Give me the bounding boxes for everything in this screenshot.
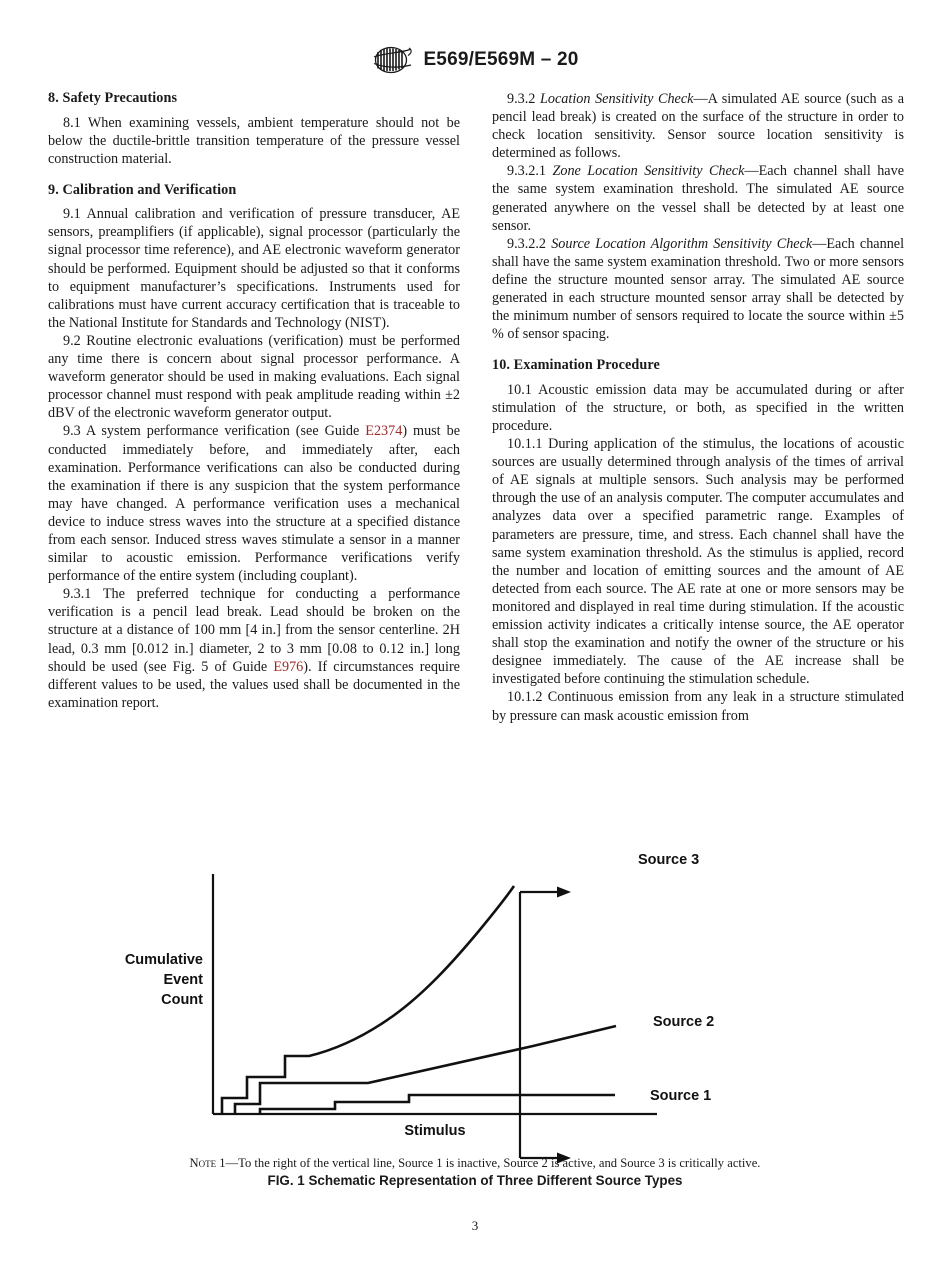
paragraph-10-1: 10.1 Acoustic emission data may be accumulated during or after stimulation of the structure, or both, as specified in the written procedure. (492, 381, 904, 434)
chart-x-axis-label: Stimulus (404, 1123, 466, 1139)
figure-1 (0, 836, 950, 1176)
paragraph-9-3-2-body: —A simulated AE source (such as a pencil lead break) is created on the surface of the structure in order to check location sensitivity. Sensor source location sensitivity is determined as follows. (492, 91, 904, 162)
chart-series-source-1 (260, 1095, 615, 1114)
paragraph-9-3-2-1-number: 9.3.2.1 (507, 163, 553, 180)
page-header (0, 40, 950, 80)
paragraph-9-3-text-a: 9.3 A system performance verification (see Guide (63, 423, 366, 440)
heading-section-10: 10. Examination Procedure (492, 357, 660, 374)
paragraph-9-3-text-b: ) must be conducted immediately before, and immediately after, each examination. Performance verifications can also be conducted during the examination if there is any suspicion that the system performance may have changed. A performance verification uses a mechanical device to induce stress waves into the structure at a specified distance from each sensor. Induced stress waves stimulate a sensor in a manner similar to acoustic emission. Performance verifications verify performance of the entire system (including couplant). (48, 423, 460, 585)
paragraph-9-3-1-text-a: 9.3.1 The preferred technique for conducting a performance verification is a pencil lead break. Lead should be broken on the structure at a distance of 100 mm [4 in.] from the sensor centerline. 2H lead, 0.3 mm [0.012 in.] diameter, 2 to 3 mm [0.08 to 0.12 in.] long should be used (see Fig. 5 of Guide (48, 586, 460, 675)
chart-y-axis-label-line2: Event (163, 972, 203, 988)
paragraph-8-1: 8.1 When examining vessels, ambient temperature should not be below the ductile-brittle transition temperature of the pressure vessel construction material. (48, 114, 460, 167)
paragraph-9-3-2-1-title: Zone Location Sensitivity Check (552, 163, 745, 180)
paragraph-9-3-2-number: 9.3.2 (507, 91, 540, 107)
page-number: 3 (471, 1218, 479, 1233)
paragraph-9-2: 9.2 Routine electronic evaluations (verification) must be performed any time there is concern about signal processor performance. A waveform generator should be used in making evaluations. Each signal processor channel must respond with peak amplitude reading within ±2 dBV of the electronic waveform generator output. (48, 332, 460, 422)
chart-vertical-reference-line (520, 887, 571, 1164)
paragraph-9-1: 9.1 Annual calibration and verification of pressure transducer, AE sensors, preamplifiers (if applicable), signal processor (particularly the signal processor time reference), and AE electronic waveform generator should be performed. Equipment should be adjusted so that it conforms to equipment manufacturer’s specifications. Instruments used for calibrations must have current accuracy certification that is traceable to the National Institute for Standards and Technology (NIST). (48, 206, 460, 331)
astm-logo-icon (371, 45, 413, 75)
paragraph-9-3-2-2-title: Source Location Algorithm Sensitivity Check (551, 235, 813, 252)
figure-1-chart (95, 836, 855, 1166)
paragraph-9-3 (48, 422, 460, 585)
chart-series-source-2 (235, 1026, 616, 1114)
chart-series-source-3 (222, 886, 514, 1114)
chart-label-source-2: Source 2 (653, 1014, 715, 1030)
chart-label-source-1: Source 1 (650, 1088, 712, 1104)
paragraph-9-3-2-1 (492, 162, 904, 234)
left-column (48, 90, 460, 712)
chart-y-axis-label-line1: Cumulative (124, 952, 203, 968)
paragraph-9-3-2 (492, 90, 904, 162)
chart-y-axis-label-line3: Count (161, 992, 203, 1008)
figure-note-text: 1—To the right of the vertical line, Source 1 is inactive, Source 2 is active, and Source 3 is critically active. (216, 1156, 761, 1170)
paragraph-9-3-2-1-body: —Each channel shall have the same system examination threshold. The simulated AE source generated anywhere on the vessel shall be detected by at least one sensor. (492, 163, 904, 234)
figure-note (0, 1156, 950, 1171)
right-column (492, 90, 904, 725)
chart-label-source-3: Source 3 (638, 852, 700, 868)
document-designation: E569/E569M – 20 (423, 49, 579, 70)
paragraph-9-3-1 (48, 585, 460, 712)
paragraph-10-1-1: 10.1.1 During application of the stimulus, the locations of acoustic sources are usually determined through analysis of the times of arrival of AE signals at multiple sensors. Such analysis may be performed through the use of an analysis computer. The computer accumulates and analyzes data over a specified parametric range. Examples of parameters are pressure, time, and stress. Each channel shall have the same system examination threshold. As the stimulus is applied, record the number and location of emitting sources and the amount of AE detected from each source. The AE rate at one or more sensors may be monitored and displayed in real time during stimulation. If the acoustic emission activity indicates a critically intense source, the AE operator shall stop the examination and notify the owner of the structure or his designee immediately. The cause of the AE increase shall be investigated before continuing the stimulation schedule. (492, 436, 904, 688)
heading-section-8: 8. Safety Precautions (48, 90, 178, 106)
heading-section-9: 9. Calibration and Verification (48, 181, 237, 198)
standard-reference-e2374[interactable]: E2374 (365, 423, 403, 440)
body-columns (48, 90, 904, 820)
paragraph-9-3-1-text-b: ). If circumstances require different values to be used, the values used shall be documented in the examination report. (48, 658, 460, 711)
paragraph-10-1-2: 10.1.2 Continuous emission from any leak in a structure stimulated by pressure can mask acoustic emission from (492, 689, 904, 724)
paragraph-9-3-2-2-number: 9.3.2.2 (507, 235, 552, 252)
figure-caption: FIG. 1 Schematic Representation of Three Different Source Types (267, 1173, 683, 1188)
paragraph-9-3-2-2 (492, 235, 904, 344)
figure-note-label: Note (189, 1156, 217, 1170)
paragraph-9-3-2-title: Location Sensitivity Check (540, 91, 694, 107)
standard-reference-e976[interactable]: E976 (273, 658, 304, 675)
paragraph-9-3-2-2-body: —Each channel shall have the same system examination threshold. Two or more sensors define the structure mounted sensor array. The simulated AE source generated in each structure mounted sensor array shall be detected by the minimum number of sensors required to locate the source within ±5 % of sensor spacing. (492, 235, 905, 343)
